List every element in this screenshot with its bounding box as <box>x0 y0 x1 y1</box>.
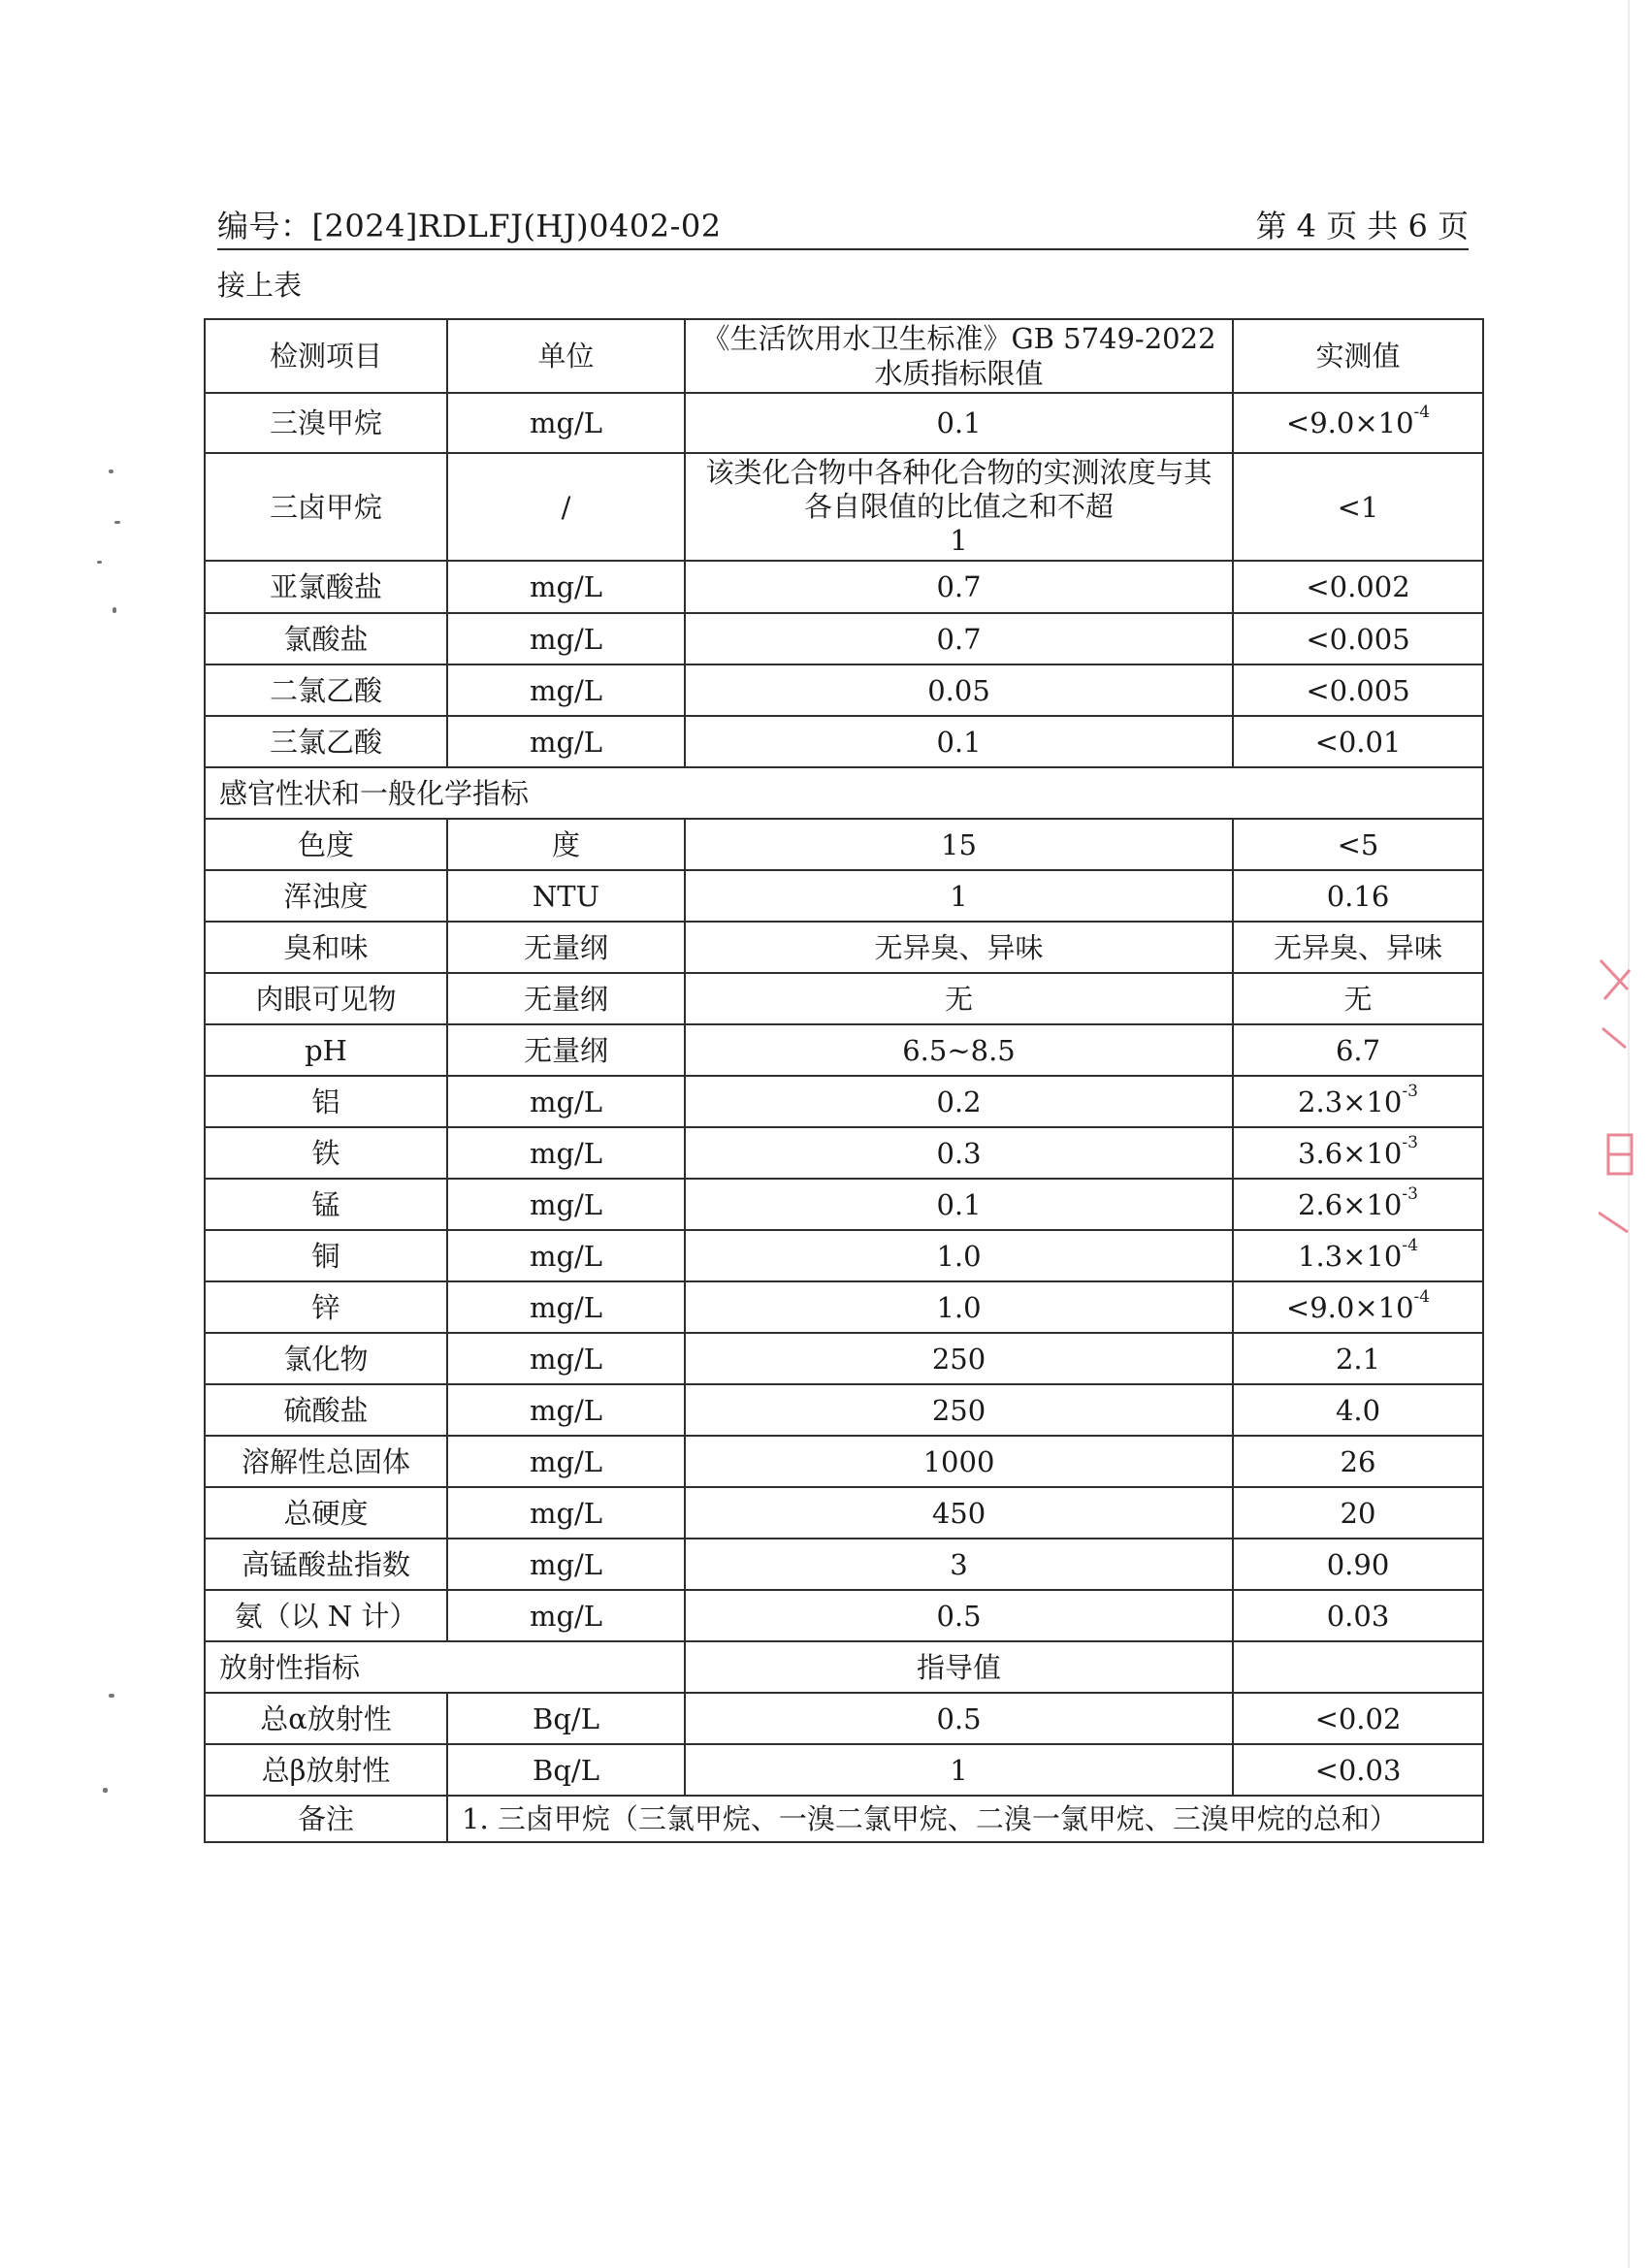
table-row <box>205 973 1483 1024</box>
cell-unit: mg/L <box>447 1436 685 1487</box>
table-row <box>205 1230 1483 1281</box>
cell-limit: 无 <box>685 973 1233 1024</box>
cell-item: 锰 <box>205 1179 447 1230</box>
cell-limit: 0.3 <box>685 1127 1233 1179</box>
note-label: 备注 <box>205 1796 447 1842</box>
table-body-c <box>205 1693 1483 1796</box>
scan-speck <box>114 521 120 524</box>
continued-label: 接上表 <box>217 269 303 302</box>
cell-item: 硫酸盐 <box>205 1384 447 1436</box>
scan-speck <box>113 607 116 613</box>
table-row <box>205 1590 1483 1641</box>
cell-value: <5 <box>1233 819 1483 870</box>
cell-limit: 0.2 <box>685 1076 1233 1127</box>
cell-item: 铝 <box>205 1076 447 1127</box>
cell-unit: NTU <box>447 870 685 922</box>
doc-number: 编号：[2024]RDLFJ(HJ)0402-02 <box>217 208 722 244</box>
header-unit: 单位 <box>447 319 685 393</box>
cell-value: <1 <box>1233 453 1483 561</box>
cell-unit: mg/L <box>447 1384 685 1436</box>
cell-value: 26 <box>1233 1436 1483 1487</box>
cell-value <box>1233 1281 1483 1333</box>
cell-value <box>1233 1230 1483 1281</box>
cell-limit: 250 <box>685 1333 1233 1384</box>
water-quality-table <box>204 318 1484 1843</box>
cell-unit: 无量纲 <box>447 922 685 973</box>
cell-unit: mg/L <box>447 664 685 716</box>
cell-item: 浑浊度 <box>205 870 447 922</box>
table-row <box>205 1436 1483 1487</box>
limit-line: 各自限值的比值之和不超 <box>803 490 1114 523</box>
cell-limit: 1.0 <box>685 1281 1233 1333</box>
cell-item: 三卤甲烷 <box>205 453 447 561</box>
section-row <box>205 1641 1483 1693</box>
cell-item: 总β放射性 <box>205 1744 447 1796</box>
cell-limit: 0.1 <box>685 393 1233 453</box>
cell-unit: mg/L <box>447 1076 685 1127</box>
table-row <box>205 664 1483 716</box>
value-exponent: -3 <box>1402 1081 1418 1101</box>
cell-unit: Bq/L <box>447 1693 685 1744</box>
cell-item: 三氯乙酸 <box>205 716 447 767</box>
cell-value: <0.005 <box>1233 664 1483 716</box>
cell-value: 6.7 <box>1233 1024 1483 1076</box>
cell-limit: 250 <box>685 1384 1233 1436</box>
cell-item: 二氯乙酸 <box>205 664 447 716</box>
cell-unit: mg/L <box>447 1539 685 1590</box>
cell-value <box>1233 1076 1483 1127</box>
header-limit: 《生活饮用水卫生标准》GB 5749-2022 水质指标限值 <box>685 319 1233 393</box>
seal-stamp-fragment <box>1599 941 1637 1251</box>
table-row <box>205 1333 1483 1384</box>
section-guide-value: 指导值 <box>685 1641 1233 1693</box>
cell-item: 色度 <box>205 819 447 870</box>
cell-item: 氯酸盐 <box>205 613 447 664</box>
cell-limit: 无异臭、异味 <box>685 922 1233 973</box>
table-row <box>205 819 1483 870</box>
cell-value: 无 <box>1233 973 1483 1024</box>
cell-item: 溶解性总固体 <box>205 1436 447 1487</box>
table-row <box>205 1384 1483 1436</box>
cell-unit: mg/L <box>447 1281 685 1333</box>
cell-limit: 0.7 <box>685 561 1233 613</box>
table-row <box>205 1076 1483 1127</box>
cell-limit: 1 <box>685 1744 1233 1796</box>
cell-unit: mg/L <box>447 561 685 613</box>
page-info: 第 4 页 共 6 页 <box>1255 208 1469 244</box>
table-row <box>205 453 1483 561</box>
cell-limit: 0.1 <box>685 1179 1233 1230</box>
cell-unit: mg/L <box>447 1487 685 1539</box>
value-mantissa: <9.0×10 <box>1285 1290 1414 1324</box>
cell-unit: 无量纲 <box>447 973 685 1024</box>
table-row <box>205 1693 1483 1744</box>
cell-item: 锌 <box>205 1281 447 1333</box>
cell-limit: 15 <box>685 819 1233 870</box>
cell-value: 0.16 <box>1233 870 1483 922</box>
table-body-a <box>205 393 1483 767</box>
value-mantissa: 2.3×10 <box>1298 1085 1403 1118</box>
table-row <box>205 1179 1483 1230</box>
header-value: 实测值 <box>1233 319 1483 393</box>
cell-value: 0.90 <box>1233 1539 1483 1590</box>
cell-limit: 0.7 <box>685 613 1233 664</box>
report-header <box>217 206 1469 250</box>
cell-value: <0.002 <box>1233 561 1483 613</box>
section-empty-cell <box>1233 1641 1483 1693</box>
cell-limit: 1000 <box>685 1436 1233 1487</box>
cell-limit: 6.5~8.5 <box>685 1024 1233 1076</box>
table-row <box>205 1281 1483 1333</box>
cell-limit: 3 <box>685 1539 1233 1590</box>
table-row <box>205 1127 1483 1179</box>
table-row <box>205 922 1483 973</box>
table-row <box>205 716 1483 767</box>
cell-value: 4.0 <box>1233 1384 1483 1436</box>
cell-limit: 0.5 <box>685 1693 1233 1744</box>
cell-item: 总硬度 <box>205 1487 447 1539</box>
section-row <box>205 767 1483 819</box>
header-item: 检测项目 <box>205 319 447 393</box>
cell-value <box>1233 393 1483 453</box>
cell-unit: mg/L <box>447 1590 685 1641</box>
cell-limit: 1 <box>685 870 1233 922</box>
cell-unit: mg/L <box>447 1230 685 1281</box>
cell-value <box>1233 1179 1483 1230</box>
table-row <box>205 1539 1483 1590</box>
table-row <box>205 1024 1483 1076</box>
table-row <box>205 870 1483 922</box>
cell-limit <box>685 453 1233 561</box>
cell-unit: mg/L <box>447 1127 685 1179</box>
cell-unit: / <box>447 453 685 561</box>
value-exponent: -3 <box>1402 1132 1418 1152</box>
cell-unit: 无量纲 <box>447 1024 685 1076</box>
cell-value <box>1233 1127 1483 1179</box>
cell-unit: Bq/L <box>447 1744 685 1796</box>
value-exponent: -4 <box>1413 1286 1431 1307</box>
note-row <box>205 1796 1483 1842</box>
cell-value: <0.02 <box>1233 1693 1483 1744</box>
cell-value: 无异臭、异味 <box>1233 922 1483 973</box>
scan-speck <box>97 561 102 564</box>
cell-value: 0.03 <box>1233 1590 1483 1641</box>
cell-unit: mg/L <box>447 1333 685 1384</box>
cell-item: 铁 <box>205 1127 447 1179</box>
cell-item: 铜 <box>205 1230 447 1281</box>
value-exponent: -4 <box>1402 1235 1418 1255</box>
cell-value: <0.01 <box>1233 716 1483 767</box>
value-mantissa: 2.6×10 <box>1298 1187 1403 1221</box>
limit-line: 该类化合物中各种化合物的实测浓度与其 <box>705 456 1212 489</box>
cell-value: <0.005 <box>1233 613 1483 664</box>
scan-speck <box>109 1694 114 1698</box>
cell-limit: 0.5 <box>685 1590 1233 1641</box>
cell-item: 亚氯酸盐 <box>205 561 447 613</box>
table-row <box>205 1487 1483 1539</box>
cell-limit: 0.1 <box>685 716 1233 767</box>
cell-item: 总α放射性 <box>205 1693 447 1744</box>
cell-unit: 度 <box>447 819 685 870</box>
cell-limit: 1.0 <box>685 1230 1233 1281</box>
table-row <box>205 561 1483 613</box>
table-row <box>205 393 1483 453</box>
cell-item: pH <box>205 1024 447 1076</box>
section-title-radioactivity: 放射性指标 <box>205 1641 685 1693</box>
cell-item: 高锰酸盐指数 <box>205 1539 447 1590</box>
note-text: 1. 三卤甲烷（三氯甲烷、一溴二氯甲烷、二溴一氯甲烷、三溴甲烷的总和） <box>447 1796 1483 1842</box>
cell-item: 氯化物 <box>205 1333 447 1384</box>
cell-unit: mg/L <box>447 613 685 664</box>
cell-value: 2.1 <box>1233 1333 1483 1384</box>
limit-line: 1 <box>950 524 968 557</box>
table-row <box>205 1744 1483 1796</box>
value-mantissa: <9.0×10 <box>1285 406 1414 439</box>
cell-unit: mg/L <box>447 716 685 767</box>
cell-limit: 450 <box>685 1487 1233 1539</box>
value-mantissa: 1.3×10 <box>1298 1239 1403 1273</box>
cell-unit: mg/L <box>447 393 685 453</box>
value-mantissa: 3.6×10 <box>1298 1136 1403 1170</box>
cell-item: 肉眼可见物 <box>205 973 447 1024</box>
cell-value: 20 <box>1233 1487 1483 1539</box>
cell-item: 臭和味 <box>205 922 447 973</box>
scan-speck <box>103 1788 108 1793</box>
cell-limit: 0.05 <box>685 664 1233 716</box>
value-exponent: -3 <box>1402 1183 1418 1204</box>
cell-unit: mg/L <box>447 1179 685 1230</box>
value-exponent: -4 <box>1413 403 1431 422</box>
section-title-organoleptic: 感官性状和一般化学指标 <box>205 767 1483 819</box>
cell-item: 三溴甲烷 <box>205 393 447 453</box>
table-row <box>205 613 1483 664</box>
table-body-b <box>205 819 1483 1641</box>
cell-item: 氨（以 N 计） <box>205 1590 447 1641</box>
scan-speck <box>109 470 113 473</box>
cell-value: <0.03 <box>1233 1744 1483 1796</box>
table-header-row <box>205 319 1483 393</box>
